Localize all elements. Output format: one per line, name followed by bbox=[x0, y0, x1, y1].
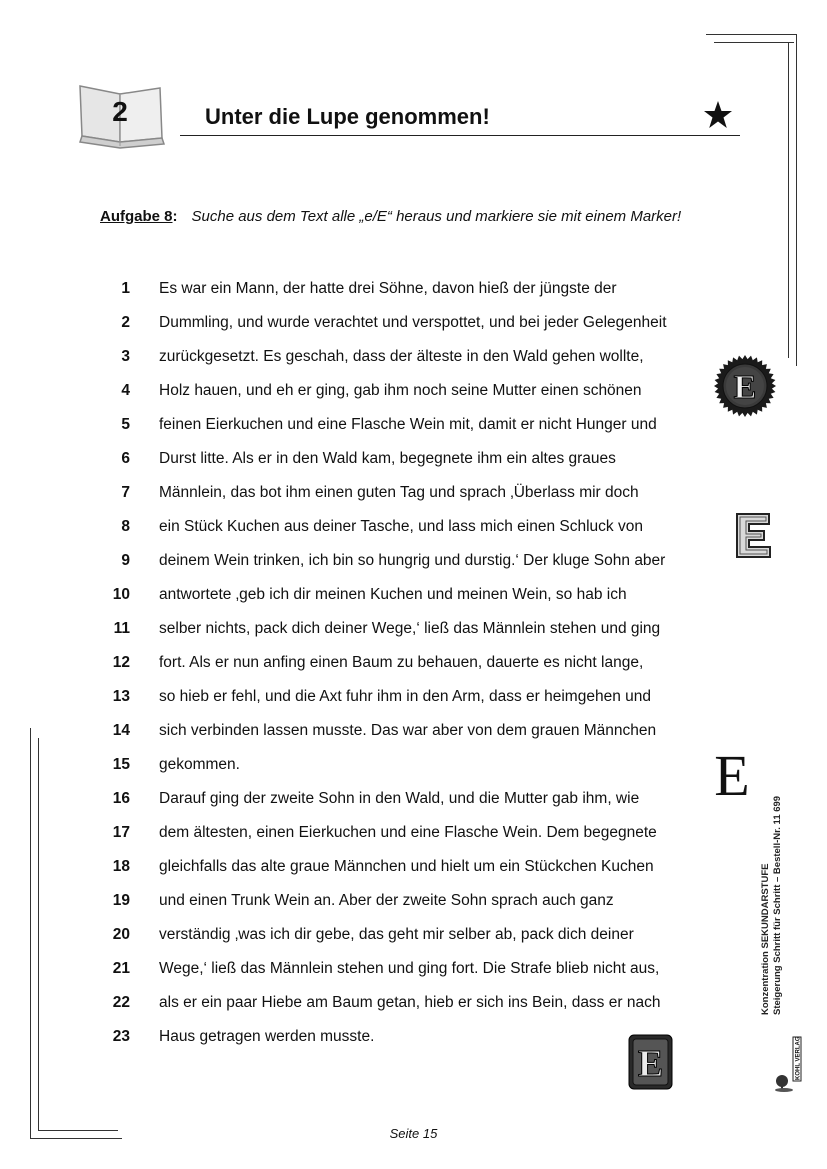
line-text: deinem Wein trinken, ich bin so hungrig und durstig.‘ Der kluge Sohn aber bbox=[159, 552, 666, 569]
task-label: Aufgabe 8 bbox=[100, 208, 173, 225]
line-number: 11 bbox=[113, 620, 130, 637]
line-number: 14 bbox=[112, 722, 130, 739]
task-instruction bbox=[100, 208, 681, 225]
line-text: fort. Als er nun anfing einen Baum zu behauen, dauerte es nicht lange, bbox=[159, 654, 644, 671]
e-tile-icon bbox=[628, 1034, 673, 1090]
line-text: sich verbinden lassen musste. Das war aber von dem grauen Männchen bbox=[159, 722, 657, 739]
line-text: gleichfalls das alte graue Männchen und hielt um ein Stückchen Kuchen bbox=[159, 858, 654, 875]
line-number: 5 bbox=[121, 416, 130, 433]
line-number: 2 bbox=[121, 314, 130, 331]
line-number: 3 bbox=[121, 348, 130, 365]
line-text: Haus getragen werden musste. bbox=[159, 1028, 375, 1045]
line-number: 9 bbox=[121, 552, 130, 569]
line-number: 16 bbox=[112, 790, 130, 807]
e-seal-icon bbox=[713, 354, 777, 418]
e-seal-letter: E bbox=[733, 369, 757, 406]
line-text: feinen Eierkuchen und eine Flasche Wein mit, damit er nicht Hunger und bbox=[159, 416, 657, 433]
task-text: Suche aus dem Text alle „e/E“ heraus und markiere sie mit einem Marker! bbox=[191, 208, 682, 225]
side-imprint bbox=[760, 755, 784, 1015]
line-text: gekommen. bbox=[159, 756, 240, 773]
e-serif-icon bbox=[710, 745, 754, 801]
line-text: Darauf ging der zweite Sohn in den Wald, und die Mutter gab ihm, wie bbox=[159, 790, 640, 807]
line-number: 17 bbox=[112, 824, 130, 841]
line-number: 8 bbox=[121, 518, 130, 535]
line-text: verständig ‚was ich dir gebe, das geht mir selber ab, pack dich deiner bbox=[159, 926, 634, 943]
line-number: 20 bbox=[112, 926, 130, 943]
line-number: 23 bbox=[112, 1028, 130, 1045]
line-number: 6 bbox=[121, 450, 130, 467]
line-number: 18 bbox=[112, 858, 130, 875]
frame-left-line bbox=[30, 728, 31, 1138]
line-text: und einen Trunk Wein an. Aber der zweite Sohn sprach auch ganz bbox=[159, 892, 614, 909]
line-number: 13 bbox=[112, 688, 130, 705]
line-text: Durst litte. Als er in den Wald kam, begegnete ihm ein altes graues bbox=[159, 450, 616, 467]
line-number: 7 bbox=[121, 484, 130, 501]
e-outline-icon bbox=[733, 510, 773, 560]
line-text: Dummling, und wurde verachtet und verspottet, und bei jeder Gelegenheit bbox=[159, 314, 667, 331]
frame-right-line bbox=[796, 34, 797, 366]
line-number: 21 bbox=[112, 960, 130, 977]
frame-right-line-inner bbox=[788, 42, 789, 358]
line-number: 1 bbox=[121, 280, 130, 297]
line-text: Männlein, das bot ihm einen guten Tag und sprach ‚Überlass mir doch bbox=[159, 484, 639, 501]
frame-left-line-inner bbox=[38, 738, 39, 1130]
chapter-number: 2 bbox=[112, 96, 128, 127]
line-text: ein Stück Kuchen aus deiner Tasche, und lass mich einen Schluck von bbox=[159, 518, 643, 535]
publisher-name: KOHL VERLAG bbox=[795, 1036, 802, 1080]
task-colon: : bbox=[172, 208, 178, 225]
line-number: 12 bbox=[112, 654, 130, 671]
line-text: so hieb er fehl, und die Axt fuhr ihm in den Arm, dass er heimgehen und bbox=[159, 688, 651, 705]
line-number: 19 bbox=[112, 892, 130, 909]
line-text: Wege,‘ ließ das Männlein stehen und ging fort. Die Strafe blieb nicht aus, bbox=[159, 960, 660, 977]
line-text: Holz hauen, und eh er ging, gab ihm noch seine Mutter einen schönen bbox=[159, 382, 642, 399]
page-title: Unter die Lupe genommen! bbox=[205, 104, 490, 129]
line-number: 4 bbox=[121, 382, 130, 399]
imprint-line-1: Konzentration SEKUNDARSTUFE bbox=[760, 863, 771, 1015]
publisher-logo bbox=[773, 1035, 803, 1093]
line-text: dem ältesten, einen Eierkuchen und eine Flasche Wein. Dem begegnete bbox=[159, 824, 657, 841]
line-text: Es war ein Mann, der hatte drei Söhne, davon hieß der jüngste der bbox=[159, 280, 617, 297]
line-text: selber nichts, pack dich deiner Wege,‘ ließ das Männlein stehen und ging bbox=[159, 620, 661, 637]
page-number: Seite 15 bbox=[389, 1126, 438, 1141]
e-serif-letter: E bbox=[714, 745, 750, 801]
imprint-line-2: Steigerung Schritt für Schritt – Bestell-Nr. 11 699 bbox=[772, 795, 783, 1015]
star-icon bbox=[703, 100, 733, 130]
frame-top-line bbox=[706, 34, 796, 35]
title-underline bbox=[180, 135, 740, 136]
line-text: als er ein paar Hiebe am Baum getan, hieb er sich ins Bein, dass er nach bbox=[159, 994, 661, 1011]
frame-top-line-inner bbox=[714, 42, 794, 43]
line-text: zurückgesetzt. Es geschah, dass der älteste in den Wald gehen wollte, bbox=[159, 348, 644, 365]
line-text: antwortete ‚geb ich dir meinen Kuchen und meinen Wein, so hab ich bbox=[159, 586, 627, 603]
line-number: 22 bbox=[112, 994, 130, 1011]
e-tile-letter: E bbox=[637, 1043, 664, 1085]
line-number: 10 bbox=[112, 586, 130, 603]
line-number: 15 bbox=[112, 756, 130, 773]
